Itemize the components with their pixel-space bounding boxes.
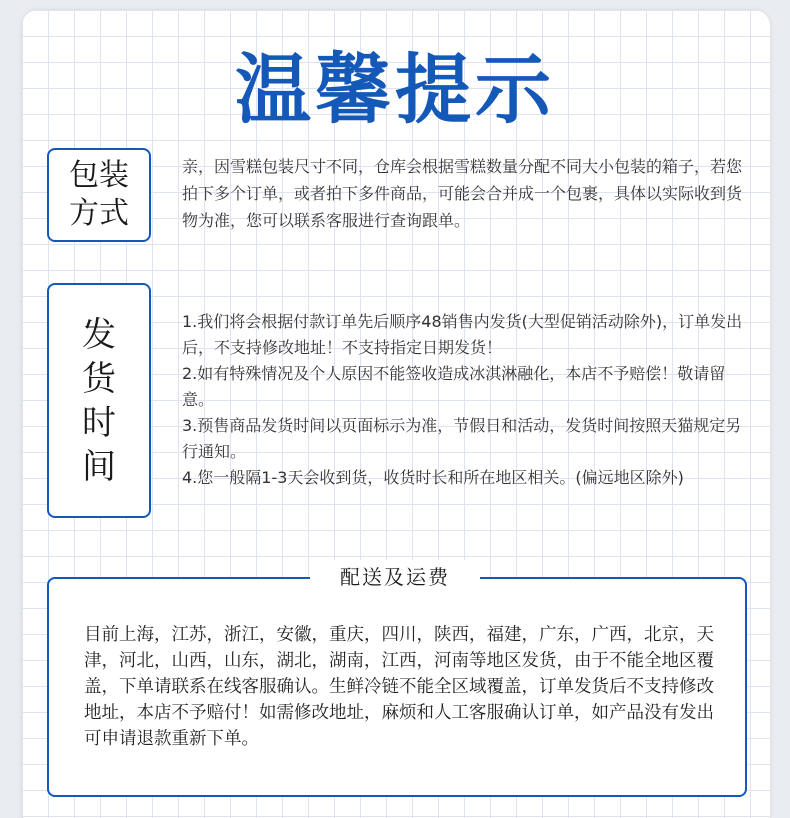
shipping-time-item: 1.我们将会根据付款订单先后顺序48销售内发货(大型促销活动除外)，订单发出后，不支持修改地址！不支持指定日期发货！	[182, 312, 743, 357]
shipping-label-char: 发	[82, 314, 116, 355]
packaging-label	[47, 148, 151, 242]
shipping-label-char: 时	[82, 402, 116, 443]
packaging-text: 亲，因雪糕包装尺寸不同，仓库会根据雪糕数量分配不同大小包装的箱子，若您拍下多个订单，或者拍下多件商品，可能会合并成一个包裹，具体以实际收到货物为准，您可以联系客服进行查询跟单。	[182, 157, 743, 230]
packaging-label-line1: 包装	[69, 158, 129, 193]
delivery-title: 配送及运费	[310, 560, 480, 594]
delivery-text: 目前上海，江苏，浙江，安徽，重庆，四川，陕西，福建，广东，广西，北京，天津，河北，山西，山东，湖北，湖南，江西，河南等地区发货，由于不能全地区覆盖，下单请联系在线客服确认。生鲜冷链不能全区域覆盖，订单发货后不支持修改地址，本店不予赔付！如需修改地址，麻烦和人工客服确认订单，如产品没有发出可申请退款重新下单。	[84, 625, 714, 749]
shipping-label-char: 间	[82, 446, 116, 487]
shipping-time-item: 2.如有特殊情况及个人原因不能签收造成冰淇淋融化，本店不予赔偿！敬请留意。	[182, 364, 726, 409]
page-title: 温馨提示	[235, 45, 555, 134]
packaging-label-line2: 方式	[69, 196, 129, 231]
shipping-label-char: 货	[82, 358, 116, 399]
shipping-time-label	[47, 283, 151, 518]
shipping-time-item: 4.您一般隔1-3天会收到货，收货时长和所在地区相关。(偏远地区除外)	[182, 468, 684, 487]
shipping-time-item: 3.预售商品发货时间以页面标示为准，节假日和活动，发货时间按照天猫规定另行通知。	[182, 416, 742, 461]
shipping-time-list	[182, 309, 748, 491]
